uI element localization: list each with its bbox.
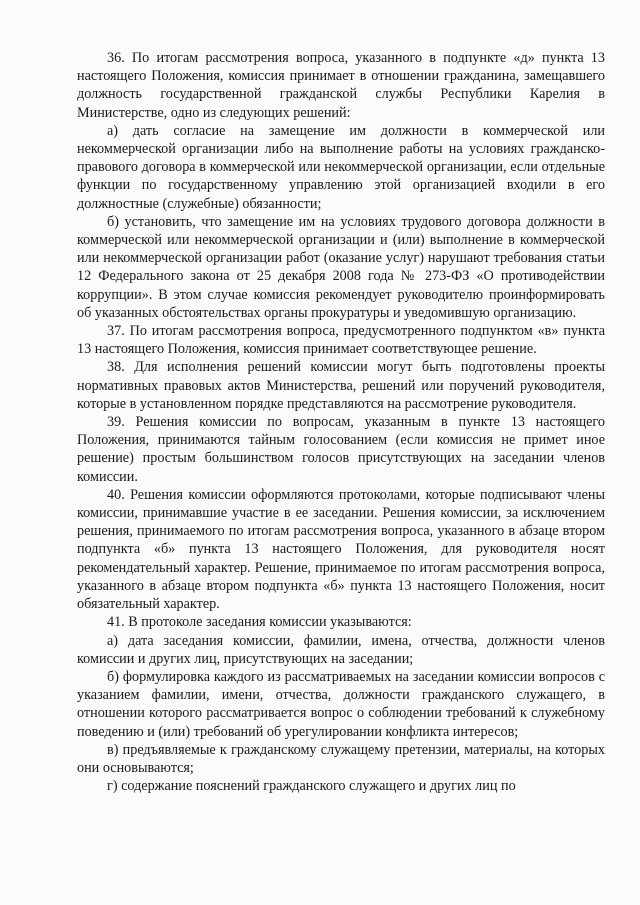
paragraph-37: 37. По итогам рассмотрения вопроса, предусмотренного подпунктом «в» пункта 13 настоящего Положения, комиссия принимает соответствующее решение.: [77, 323, 605, 358]
paragraph-36: 36. По итогам рассмотрения вопроса, указанного в подпункте «д» пункта 13 настоящего Положения, комиссия принимает в отношении гражданина, замещавшего должность государственной гражданской службы Республики Карелия в Министерстве, одно из следующих решений:: [77, 50, 605, 121]
paragraph-40: 40. Решения комиссии оформляются протоколами, которые подписывают члены комиссии, принимавшие участие в ее заседании. Решения комиссии, за исключением решения, принимаемого по итогам рассмотрения вопроса, указанного в абзаце втором подпункта «б» пункта 13 настоящего Положения, для руководителя носят рекомендательный характер. Решение, принимаемое по итогам рассмотрения вопроса, указанного в абзаце втором подпункта «б» пункта 13 настоящего Положения, носит обязательный характер.: [77, 486, 605, 613]
paragraph-36-a: а) дать согласие на замещение им должности в коммерческой или некоммерческой организации либо на выполнение работы на условиях гражданско-правового договора в коммерческой или некоммерческой организации, если отдельные функции по государственному управлению этой организацией входили в его должностные (служебные) обязанности;: [77, 122, 605, 212]
paragraph-39: 39. Решения комиссии по вопросам, указанным в пункте 13 настоящего Положения, принимаются тайным голосованием (если комиссия не примет иное решение) простым большинством голосов присутствующих на заседании членов комиссии.: [77, 414, 605, 485]
paragraph-38: 38. Для исполнения решений комиссии могут быть подготовлены проекты нормативных правовых актов Министерства, решений или поручений руководителя, которые в установленном порядке представляются на рассмотрение руководителя.: [77, 359, 605, 412]
paragraph-41-g: г) содержание пояснений гражданского служащего и других лиц по: [107, 778, 516, 795]
paragraph-41-b: б) формулировка каждого из рассматриваемых на заседании комиссии вопросов с указанием фамилии, имени, отчества, должности гражданского служащего, в отношении которого рассматривается вопрос о соблюдении требований к служебному поведению и (или) требований об урегулировании конфликта интересов;: [77, 668, 605, 740]
document-body: [77, 49, 605, 795]
paragraph-41-a: а) дата заседания комиссии, фамилии, имена, отчества, должности членов комиссии и других лиц, присутствующих на заседании;: [77, 632, 605, 667]
paragraph-41: 41. В протоколе заседания комиссии указываются:: [107, 614, 412, 631]
paragraph-41-v: в) предъявляемые к гражданскому служащему претензии, материалы, на которых они основываются;: [77, 741, 605, 776]
paragraph-36-b: б) установить, что замещение им на условиях трудового договора должности в коммерческой или некоммерческой организации и (или) выполнение в коммерческой или некоммерческой организации работ (оказание услуг) нарушают требования статьи 12 Федерального закона от 25 декабря 2008 года № 273-ФЗ «О противодействии коррупции». В этом случае комиссия рекомендует руководителю проинформировать об указанных обстоятельствах органы прокуратуры и уведомившую организацию.: [77, 213, 605, 321]
